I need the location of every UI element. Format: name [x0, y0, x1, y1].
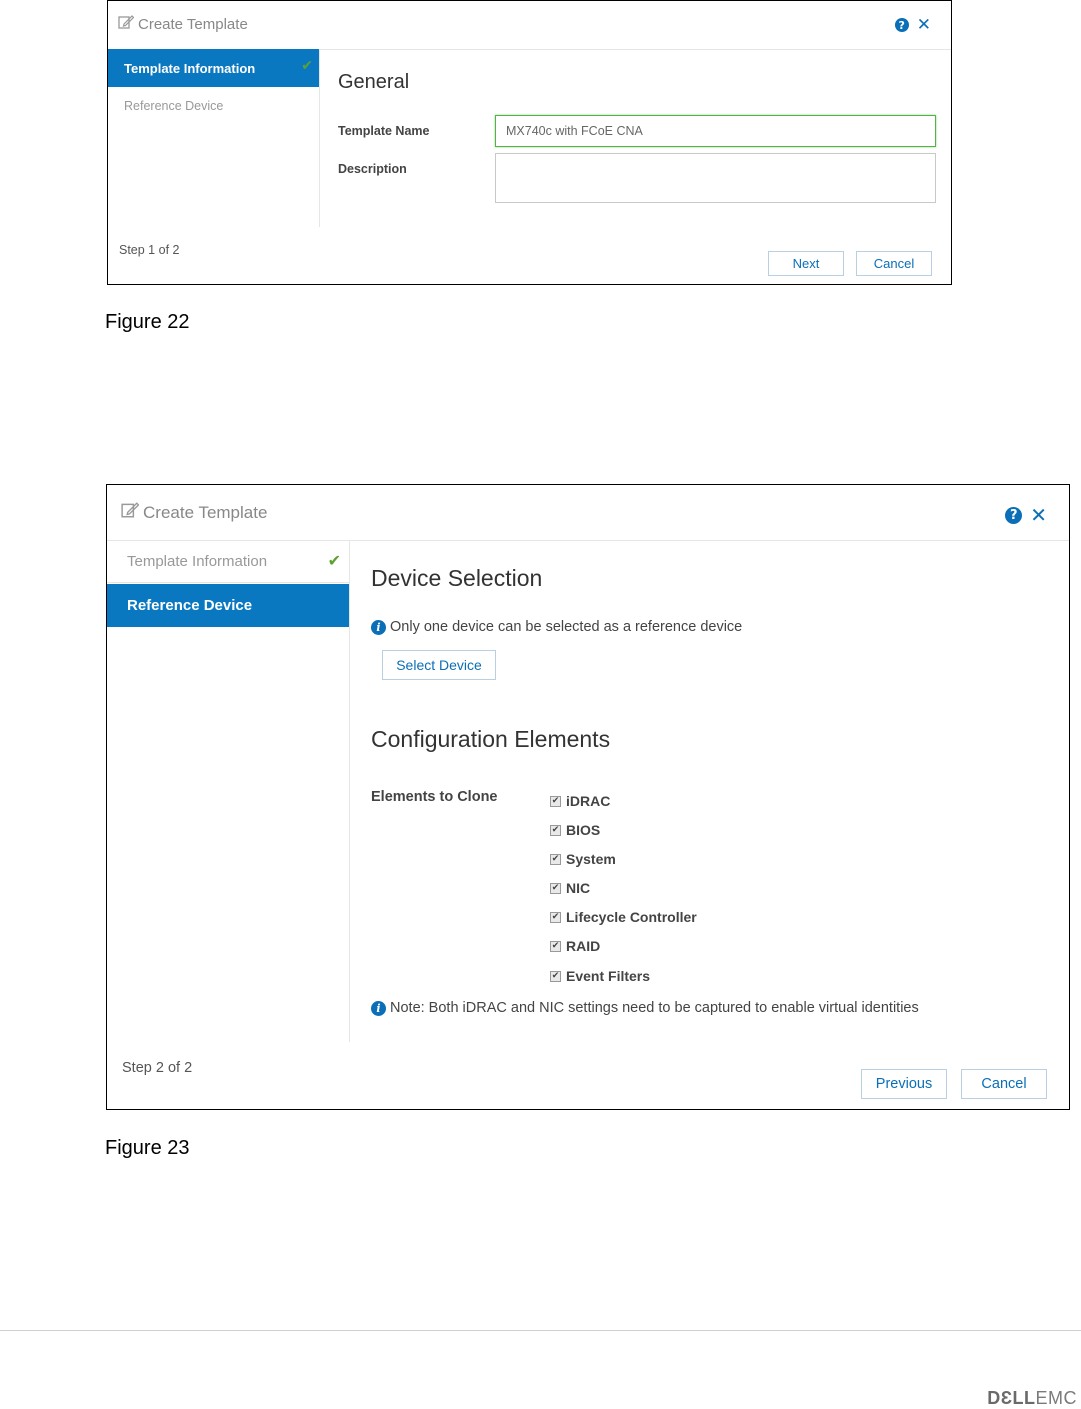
header-icons — [1005, 503, 1047, 527]
logo-part: D — [987, 1388, 1001, 1408]
element-checkbox-raid[interactable] — [550, 938, 600, 954]
select-device-button[interactable]: Select Device — [382, 650, 496, 680]
dialog-title-text: Create Template — [143, 502, 268, 522]
wizard-steps — [107, 540, 350, 1042]
element-label: NIC — [566, 880, 591, 896]
cancel-button[interactable]: Cancel — [856, 251, 932, 276]
dialog-header — [107, 485, 1069, 541]
section-title-configuration-elements: Configuration Elements — [371, 726, 611, 752]
element-checkbox-idrac[interactable] — [550, 793, 610, 809]
element-checkbox-lifecycle-controller[interactable] — [550, 909, 697, 925]
step-counter: Step 2 of 2 — [122, 1060, 193, 1076]
step-template-information[interactable] — [108, 49, 319, 87]
element-label: System — [566, 851, 616, 867]
step-counter: Step 1 of 2 — [119, 243, 180, 257]
checkbox-checked[interactable]: ✔ — [551, 853, 560, 864]
previous-button[interactable]: Previous — [861, 1069, 947, 1099]
section-title-device-selection: Device Selection — [371, 565, 543, 591]
step-label: Template Information — [124, 60, 256, 76]
dialog-title — [118, 14, 248, 34]
wizard-steps — [108, 49, 320, 227]
template-name-label: Template Name — [338, 124, 430, 138]
device-info-line — [371, 619, 742, 635]
checkbox-checked[interactable]: ✔ — [551, 795, 560, 806]
close-icon[interactable]: ✕ — [916, 15, 931, 35]
checkbox-checked[interactable]: ✔ — [551, 970, 560, 981]
cancel-button[interactable]: Cancel — [961, 1069, 1047, 1099]
description-label: Description — [338, 162, 407, 176]
checkbox-checked[interactable]: ✔ — [551, 882, 560, 893]
elements-to-clone-label: Elements to Clone — [371, 789, 498, 805]
template-name-input[interactable] — [495, 115, 936, 147]
help-icon[interactable]: ? — [1005, 507, 1022, 524]
figure-22-caption: Figure 22 — [105, 311, 190, 333]
element-label: Lifecycle Controller — [566, 909, 697, 925]
next-button[interactable]: Next — [768, 251, 844, 276]
help-icon[interactable]: ? — [895, 18, 909, 32]
note-line — [371, 1000, 919, 1016]
dialog-content — [350, 540, 1070, 1040]
checkbox-checked[interactable]: ✔ — [551, 940, 560, 951]
dialog-title-text: Create Template — [138, 15, 248, 33]
step-template-information[interactable] — [107, 540, 349, 583]
note-text: Note: Both iDRAC and NIC settings need to be captured to enable virtual identities — [390, 1000, 919, 1016]
create-template-dialog-step2 — [106, 484, 1070, 1110]
header-icons — [895, 15, 931, 35]
check-icon: ✔ — [301, 58, 313, 74]
section-title-general: General — [338, 71, 410, 93]
step-label: Reference Device — [124, 99, 224, 113]
step-reference-device[interactable] — [108, 87, 319, 125]
logo-part: LL — [1012, 1388, 1036, 1408]
element-checkbox-bios[interactable] — [550, 822, 600, 838]
step-label: Reference Device — [127, 597, 253, 614]
footer-divider — [0, 1330, 1081, 1331]
device-info-text: Only one device can be selected as a reference device — [390, 619, 743, 635]
checkbox-checked[interactable]: ✔ — [551, 911, 560, 922]
logo-part: Ɛ — [1000, 1388, 1013, 1408]
info-icon: i — [371, 620, 386, 635]
element-label: Event Filters — [566, 968, 651, 984]
element-checkbox-nic[interactable] — [550, 880, 590, 896]
dialog-header — [108, 1, 951, 50]
step-reference-device[interactable] — [107, 584, 349, 627]
edit-icon — [121, 501, 139, 524]
figure-23-caption: Figure 23 — [105, 1137, 190, 1159]
element-checkbox-event-filters[interactable] — [550, 968, 650, 984]
check-icon: ✔ — [327, 551, 341, 570]
dialog-title — [121, 501, 267, 524]
element-label: RAID — [566, 938, 601, 954]
element-label: BIOS — [566, 822, 601, 838]
checkbox-checked[interactable]: ✔ — [551, 824, 560, 835]
edit-icon — [118, 14, 134, 34]
logo-part: EMC — [1035, 1388, 1077, 1408]
step-label: Template Information — [127, 552, 268, 570]
dialog-content — [320, 49, 952, 239]
element-checkbox-system[interactable] — [550, 851, 616, 867]
description-input[interactable] — [495, 153, 936, 203]
create-template-dialog-step1 — [107, 0, 952, 285]
info-icon: i — [371, 1001, 386, 1016]
element-label: iDRAC — [566, 793, 611, 809]
close-icon[interactable]: ✕ — [1030, 503, 1047, 527]
